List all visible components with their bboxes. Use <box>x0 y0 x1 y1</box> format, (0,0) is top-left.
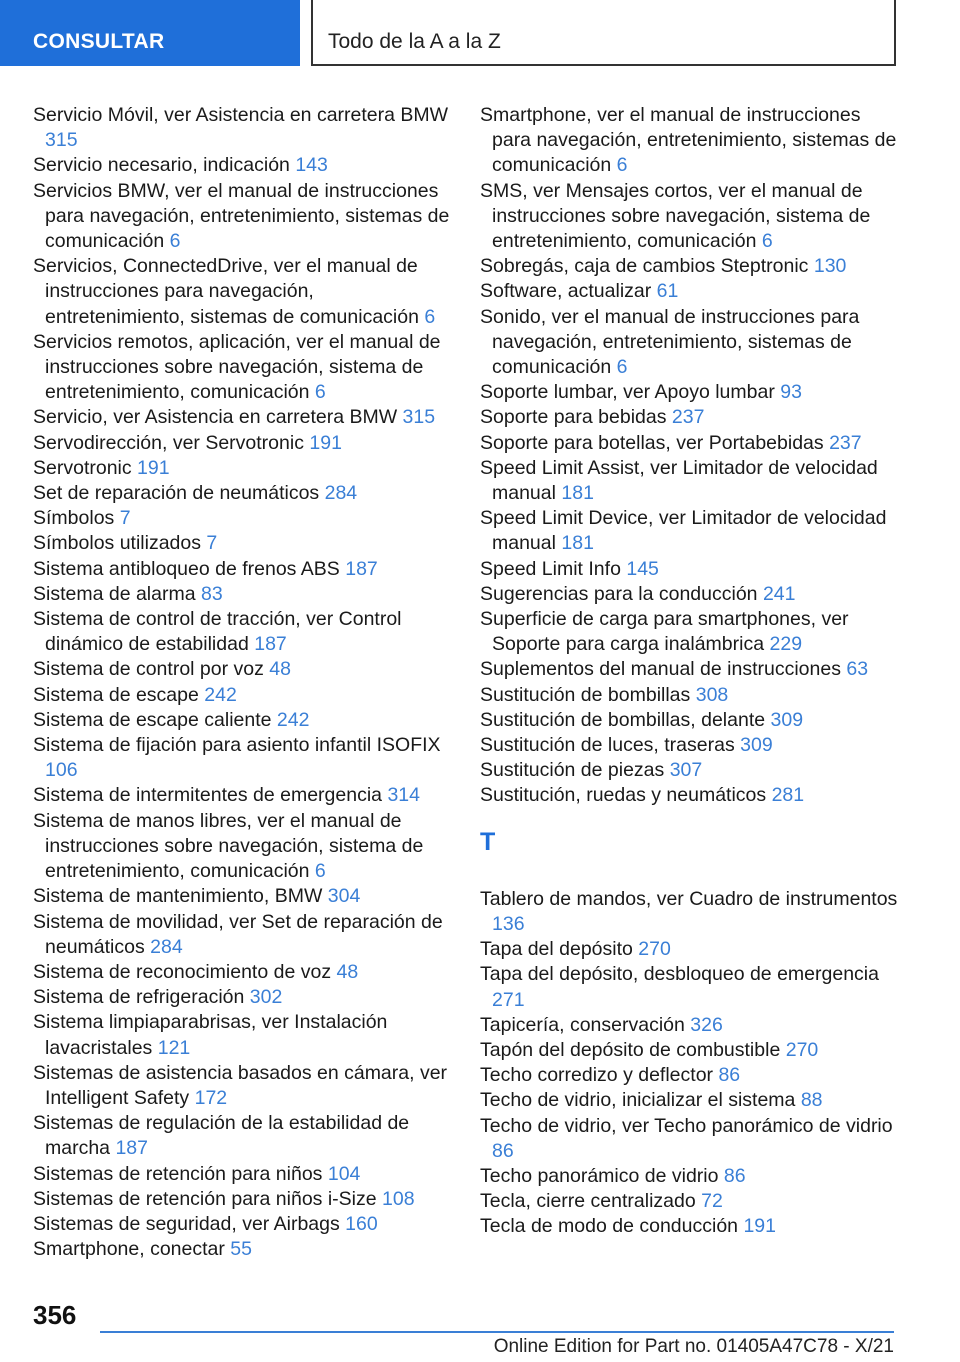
entry-page-link[interactable]: 304 <box>327 885 361 908</box>
index-entry <box>33 103 453 153</box>
index-entry <box>33 557 453 582</box>
index-entry <box>480 380 900 405</box>
index-entry <box>480 1189 900 1214</box>
index-entry <box>33 683 453 708</box>
index-entry <box>480 103 900 179</box>
index-entry <box>480 431 900 456</box>
entry-text: Sistema de alarma <box>33 582 196 605</box>
index-entry <box>480 733 900 758</box>
entry-page-link[interactable]: 315 <box>402 406 436 429</box>
index-entry <box>33 1111 453 1161</box>
entry-text: Sugerencias para la conducción <box>480 582 758 605</box>
entry-text: Símbolos utilizados <box>33 532 201 555</box>
entry-text: Símbolos <box>33 507 115 530</box>
index-column-right <box>480 103 900 1240</box>
entry-page-link[interactable]: 270 <box>638 938 671 961</box>
index-entry <box>33 657 453 682</box>
entry-page-link[interactable]: 86 <box>723 1164 746 1187</box>
entry-page-link[interactable]: 271 <box>492 988 525 1011</box>
entry-page-link[interactable]: 121 <box>157 1036 191 1059</box>
entry-text: Servicios BMW, ver el manual de instrucciones para navegación, entretenimiento, sistemas de comunicación <box>33 179 450 253</box>
entry-text: Soporte para botellas, ver Portabebidas <box>480 431 824 454</box>
entry-text: Tablero de mandos, ver Cuadro de instrumentos <box>480 887 898 910</box>
index-entry <box>480 937 900 962</box>
index-entry <box>480 305 900 381</box>
entry-page-link[interactable]: 172 <box>194 1086 228 1109</box>
entry-text: Servotronic <box>33 456 132 479</box>
entry-text: Techo panorámico de vidrio <box>480 1164 719 1187</box>
entry-page-link[interactable]: 88 <box>800 1089 823 1112</box>
entry-page-link[interactable]: 309 <box>740 734 773 757</box>
index-entry <box>480 456 900 506</box>
entry-page-link[interactable]: 242 <box>276 708 310 731</box>
entry-text: Servicios, ConnectedDrive, ver el manual de instrucciones para navegación, entretenimiento, sistemas de comunicación <box>33 255 419 328</box>
entry-text: Sistema de control de tracción, ver Control dinámico de estabilidad <box>33 608 402 656</box>
index-entry <box>33 733 453 783</box>
index-group-t <box>480 887 900 1240</box>
entry-page-link[interactable]: 106 <box>45 759 78 782</box>
entry-text: Sistema de fijación para asiento infantil ISOFIX <box>33 734 441 757</box>
entry-text: Techo de vidrio, ver Techo panorámico de vidrio <box>480 1114 893 1137</box>
entry-text: SMS, ver Mensajes cortos, ver el manual de instrucciones sobre navegación, sistema de entretenimiento, comunicación <box>480 179 871 253</box>
entry-page-link[interactable]: 72 <box>701 1190 723 1213</box>
entry-text: Sistemas de asistencia basados en cámara, ver Intelligent Safety <box>33 1061 448 1109</box>
entry-text: Sustitución, ruedas y neumáticos <box>480 784 767 807</box>
entry-page-link[interactable]: 6 <box>616 154 628 177</box>
entry-page-link[interactable]: 86 <box>718 1064 741 1087</box>
index-entry <box>480 557 900 582</box>
index-entry <box>33 783 453 808</box>
entry-page-link[interactable]: 242 <box>204 683 237 706</box>
entry-page-link[interactable]: 191 <box>743 1215 776 1238</box>
entry-page-link[interactable]: 108 <box>382 1187 415 1210</box>
entry-page-link[interactable]: 93 <box>780 381 802 404</box>
entry-page-link[interactable]: 191 <box>309 431 342 454</box>
entry-page-link[interactable]: 309 <box>770 708 804 731</box>
entry-page-link[interactable]: 229 <box>769 633 803 656</box>
entry-text: Sistema antibloqueo de frenos ABS <box>33 557 340 580</box>
chapter-title: Todo de la A a la Z <box>311 0 896 66</box>
entry-text: Superficie de carga para smartphones, ver Soporte para carga inalámbrica <box>480 608 849 656</box>
entry-text: Tecla de modo de conducción <box>480 1215 739 1238</box>
entry-text: Techo de vidrio, inicializar el sistema <box>480 1089 796 1112</box>
entry-page-link[interactable]: 181 <box>561 532 594 555</box>
index-entry <box>33 910 453 960</box>
entry-text: Tapón del depósito de combustible <box>480 1038 781 1061</box>
index-entry <box>480 506 900 556</box>
index-entry <box>480 783 900 808</box>
index-entry <box>33 582 453 607</box>
index-entry <box>33 884 453 909</box>
entry-text: Sistema de mantenimiento, BMW <box>33 885 323 908</box>
footer-divider <box>100 1331 894 1333</box>
page-number: 356 <box>33 1300 77 1330</box>
entry-text: Tapa del depósito <box>480 938 633 961</box>
entry-text: Speed Limit Assist, ver Limitador de velocidad manual <box>480 456 878 505</box>
index-entry <box>480 607 900 657</box>
entry-page-link[interactable]: 187 <box>254 633 287 656</box>
entry-text: Techo corredizo y deflector <box>480 1064 714 1087</box>
entry-page-link[interactable]: 6 <box>314 381 326 404</box>
index-entry <box>480 405 900 430</box>
index-entry <box>480 1114 900 1164</box>
entry-page-link[interactable]: 136 <box>492 912 525 935</box>
index-entry <box>33 960 453 985</box>
entry-page-link[interactable]: 48 <box>336 960 359 983</box>
entry-page-link[interactable]: 187 <box>345 557 378 580</box>
index-entry <box>480 1038 900 1063</box>
entry-page-link[interactable]: 130 <box>813 255 847 278</box>
entry-text: Sustitución de bombillas <box>480 683 691 706</box>
entry-page-link[interactable]: 181 <box>561 482 594 505</box>
index-group-s <box>480 103 900 809</box>
entry-text: Sistemas de seguridad, ver Airbags <box>33 1212 340 1235</box>
index-entry <box>33 1162 453 1187</box>
index-entry <box>33 330 453 406</box>
index-entry <box>33 809 453 885</box>
entry-text: Sonido, ver el manual de instrucciones para navegación, entretenimiento, sistemas de comunicación <box>480 305 860 379</box>
entry-page-link[interactable]: 326 <box>690 1013 723 1036</box>
entry-text: Servicios remotos, aplicación, ver el manual de instrucciones sobre navegación, sistema de entretenimiento, comunicación <box>33 330 441 404</box>
entry-text: Sistemas de retención para niños i-Size <box>33 1187 377 1210</box>
index-column-left <box>33 103 453 1262</box>
entry-page-link[interactable]: 270 <box>785 1038 819 1061</box>
entry-page-link[interactable]: 191 <box>137 456 170 479</box>
index-entry <box>480 1063 900 1088</box>
index-entry <box>33 607 453 657</box>
entry-page-link[interactable]: 86 <box>492 1139 514 1162</box>
entry-page-link[interactable]: 6 <box>761 230 773 253</box>
entry-page-link[interactable]: 104 <box>327 1162 361 1185</box>
entry-text: Speed Limit Device, ver Limitador de velocidad manual <box>480 507 887 555</box>
index-entry <box>480 1088 900 1113</box>
index-entry <box>480 254 900 279</box>
entry-page-link[interactable]: 314 <box>387 784 420 807</box>
index-entry <box>480 179 900 255</box>
index-entry <box>33 153 453 178</box>
entry-text: Set de reparación de neumáticos <box>33 482 320 505</box>
entry-text: Suplementos del manual de instrucciones <box>480 658 841 681</box>
index-entry <box>33 456 453 481</box>
entry-page-link[interactable]: 241 <box>762 582 796 605</box>
index-entry <box>33 1187 453 1212</box>
entry-page-link[interactable]: 6 <box>616 356 628 379</box>
index-entry <box>480 582 900 607</box>
entry-page-link[interactable]: 7 <box>119 507 131 530</box>
entry-text: Soporte lumbar, ver Apoyo lumbar <box>480 381 775 404</box>
entry-page-link[interactable]: 302 <box>249 986 283 1009</box>
entry-page-link[interactable]: 55 <box>230 1238 252 1261</box>
entry-page-link[interactable]: 143 <box>295 154 328 177</box>
entry-text: Sistema de control por voz <box>33 658 264 681</box>
index-entry <box>33 179 453 255</box>
index-letter-heading: T <box>480 827 496 856</box>
index-entry <box>480 758 900 783</box>
entry-text: Sustitución de luces, traseras <box>480 734 735 757</box>
entry-text: Sistema limpiaparabrisas, ver Instalación lavacristales <box>33 1011 388 1059</box>
entry-text: Servicio Móvil, ver Asistencia en carretera BMW <box>33 104 449 126</box>
index-entry <box>480 657 900 682</box>
index-entry <box>480 887 900 937</box>
entry-page-link[interactable]: 145 <box>626 557 659 580</box>
index-entry <box>33 254 453 330</box>
entry-page-link[interactable]: 284 <box>324 482 358 505</box>
entry-page-link[interactable]: 7 <box>206 532 218 555</box>
index-entry <box>33 708 453 733</box>
entry-page-link[interactable]: 61 <box>656 280 679 303</box>
entry-text: Tapa del depósito, desbloqueo de emergencia <box>480 963 879 986</box>
entry-page-link[interactable]: 48 <box>269 658 291 681</box>
entry-page-link[interactable]: 63 <box>846 658 869 681</box>
index-entry <box>33 985 453 1010</box>
index-entry <box>33 531 453 556</box>
index-entry <box>480 1164 900 1189</box>
entry-text: Tapicería, conservación <box>480 1013 685 1036</box>
footer-edition: Online Edition for Part no. 01405A47C78 - X/21 <box>493 1336 894 1357</box>
entry-text: Sistema de reconocimiento de voz <box>33 960 332 983</box>
entry-page-link[interactable]: 281 <box>771 784 805 807</box>
entry-text: Sistema de intermitentes de emergencia <box>33 784 383 807</box>
entry-text: Sobregás, caja de cambios Steptronic <box>480 255 809 278</box>
entry-page-link[interactable]: 315 <box>45 129 78 152</box>
entry-text: Sistemas de retención para niños <box>33 1162 323 1185</box>
entry-text: Speed Limit Info <box>480 557 621 580</box>
entry-page-link[interactable]: 6 <box>314 860 326 883</box>
entry-text: Sistema de escape caliente <box>33 708 272 731</box>
entry-page-link[interactable]: 160 <box>345 1212 378 1235</box>
entry-page-link[interactable]: 237 <box>671 406 705 429</box>
entry-text: Sistema de manos libres, ver el manual de instrucciones sobre navegación, sistema de entretenimiento, comunicación <box>33 809 424 883</box>
entry-text: Sistema de escape <box>33 683 199 706</box>
index-entry <box>33 506 453 531</box>
index-entry <box>33 405 453 430</box>
entry-text: Sistema de refrigeración <box>33 986 245 1009</box>
entry-text: Smartphone, conectar <box>33 1238 225 1261</box>
entry-page-link[interactable]: 187 <box>115 1137 148 1160</box>
entry-text: Software, actualizar <box>480 280 652 303</box>
section-tab: CONSULTAR <box>0 0 300 66</box>
index-entry <box>33 481 453 506</box>
index-entry <box>33 1212 453 1237</box>
entry-text: Sustitución de piezas <box>480 759 665 782</box>
entry-text: Sistema de movilidad, ver Set de reparación de neumáticos <box>33 910 443 958</box>
index-entry <box>33 1010 453 1060</box>
index-entry <box>33 431 453 456</box>
entry-page-link[interactable]: 237 <box>829 431 862 454</box>
entry-page-link[interactable]: 284 <box>150 935 183 958</box>
entry-text: Smartphone, ver el manual de instrucciones para navegación, entretenimiento, sistemas de comunicación <box>480 104 897 177</box>
index-entry <box>480 962 900 1012</box>
entry-text: Servicio, ver Asistencia en carretera BMW <box>33 406 398 429</box>
entry-page-link[interactable]: 307 <box>669 759 703 782</box>
entry-text: Sistemas de regulación de la estabilidad de marcha <box>33 1112 410 1160</box>
entry-page-link[interactable]: 83 <box>201 582 223 605</box>
index-entry <box>480 708 900 733</box>
entry-text: Soporte para bebidas <box>480 406 667 429</box>
entry-page-link[interactable]: 6 <box>169 230 181 253</box>
index-entry <box>33 1237 453 1262</box>
entry-text: Servicio necesario, indicación <box>33 154 290 177</box>
index-entry <box>33 1061 453 1111</box>
index-entry <box>480 1214 900 1239</box>
entry-text: Servodirección, ver Servotronic <box>33 431 304 454</box>
entry-page-link[interactable]: 6 <box>424 305 436 328</box>
index-entry <box>480 279 900 304</box>
entry-text: Sustitución de bombillas, delante <box>480 708 766 731</box>
index-entry <box>480 1013 900 1038</box>
entry-page-link[interactable]: 308 <box>695 683 729 706</box>
page-header <box>0 0 960 66</box>
entry-text: Tecla, cierre centralizado <box>480 1190 696 1213</box>
index-entry <box>480 683 900 708</box>
